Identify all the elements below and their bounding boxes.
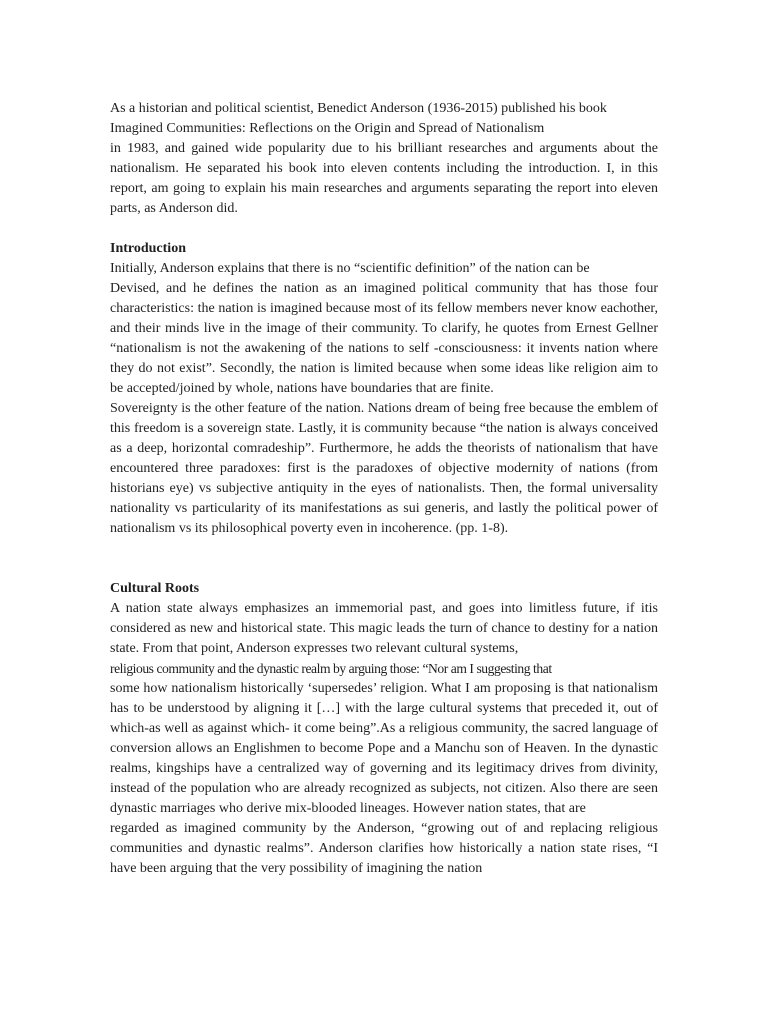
introduction-paragraph-1: Devised, and he defines the nation as an imagined political community that has those four characteristics: the nation is imagined because most of its fellow members never know eachother, and their minds live in the image of their community. To clarify, he quotes from Ernest Gellner “nationalism is not the awakening of the nations to self -consciousness: it invents nation where they do not exist”. Secondly, the nation is limited because when some ideas like religion aim to be accepted/joined by whole, nations have boundaries that are finite. [110,281,658,396]
intro-paragraph-body: in 1983, and gained wide popularity due to his brilliant researches and arguments about the nationalism. He separated his book into eleven contents including the introduction. I, in this report, am going to explain his main researches and arguments separating the report into eleven parts, as Anderson did. [110,141,658,216]
section-heading-introduction: Introduction [110,241,186,256]
intro-line-book-title: Imagined Communities: Reflections on the Origin and Spread of Nationalism [110,121,545,136]
cultural-roots-paragraph-1c: some how nationalism historically ‘supersedes’ religion. What I am proposing is that nationalism has to be understood by aligning it […] with the large cultural systems that preceded it, out of which-as well as against which- it come being”.As a religious community, the sacred language of conversion allows an Englishmen to become Pope and a Manchu son of Heaven. In the dynastic realms, kingships have a centralized way of governing and its legitimacy drives from divinity, instead of the population who are already recognized as subjects, not citizen. Also there are seen dynastic marriages who derive mix-blooded lineages. However nation states, that are [110,681,658,816]
section-heading-cultural-roots: Cultural Roots [110,581,200,596]
introduction-paragraph-2: Sovereignty is the other feature of the nation. Nations dream of being free because the emblem of this freedom is a sovereign state. Lastly, it is community because “the nation is always conceived as a deep, horizontal comradeship”. Furthermore, he adds the theorists of nationalism that have encountered three paradoxes: first is the paradoxes of objective modernity of nations (from historians eye) vs subjective antiquity in the eyes of nationalists. Then, the formal universality nationality vs particularity of its manifestations as sui generis, and lastly the political power of nationalism vs its philosophical poverty even in incoherence. (pp. 1-8). [110,401,658,536]
intro-line-1: As a historian and political scientist, Benedict Anderson (1936-2015) published his book [110,101,607,116]
spacer [110,219,658,239]
spacer [110,539,658,579]
cultural-roots-paragraph-2: regarded as imagined community by the Anderson, “growing out of and replacing religious communities and dynastic realms”. Anderson clarifies how historically a nation state rises, “I have been arguing that the very possibility of imagining the nation [110,821,658,876]
cultural-roots-paragraph-1a: A nation state always emphasizes an immemorial past, and goes into limitless future, if itis considered as new and historical state. This magic leads the turn of chance to destiny for a nation state. From that point, Anderson expresses two relevant cultural systems, [110,601,658,656]
cultural-roots-paragraph-1b: religious community and the dynastic realm by arguing those: “Nor am I suggesting that [110,661,552,676]
introduction-line-1: Initially, Anderson explains that there is no “scientific definition” of the nation can be [110,261,590,276]
